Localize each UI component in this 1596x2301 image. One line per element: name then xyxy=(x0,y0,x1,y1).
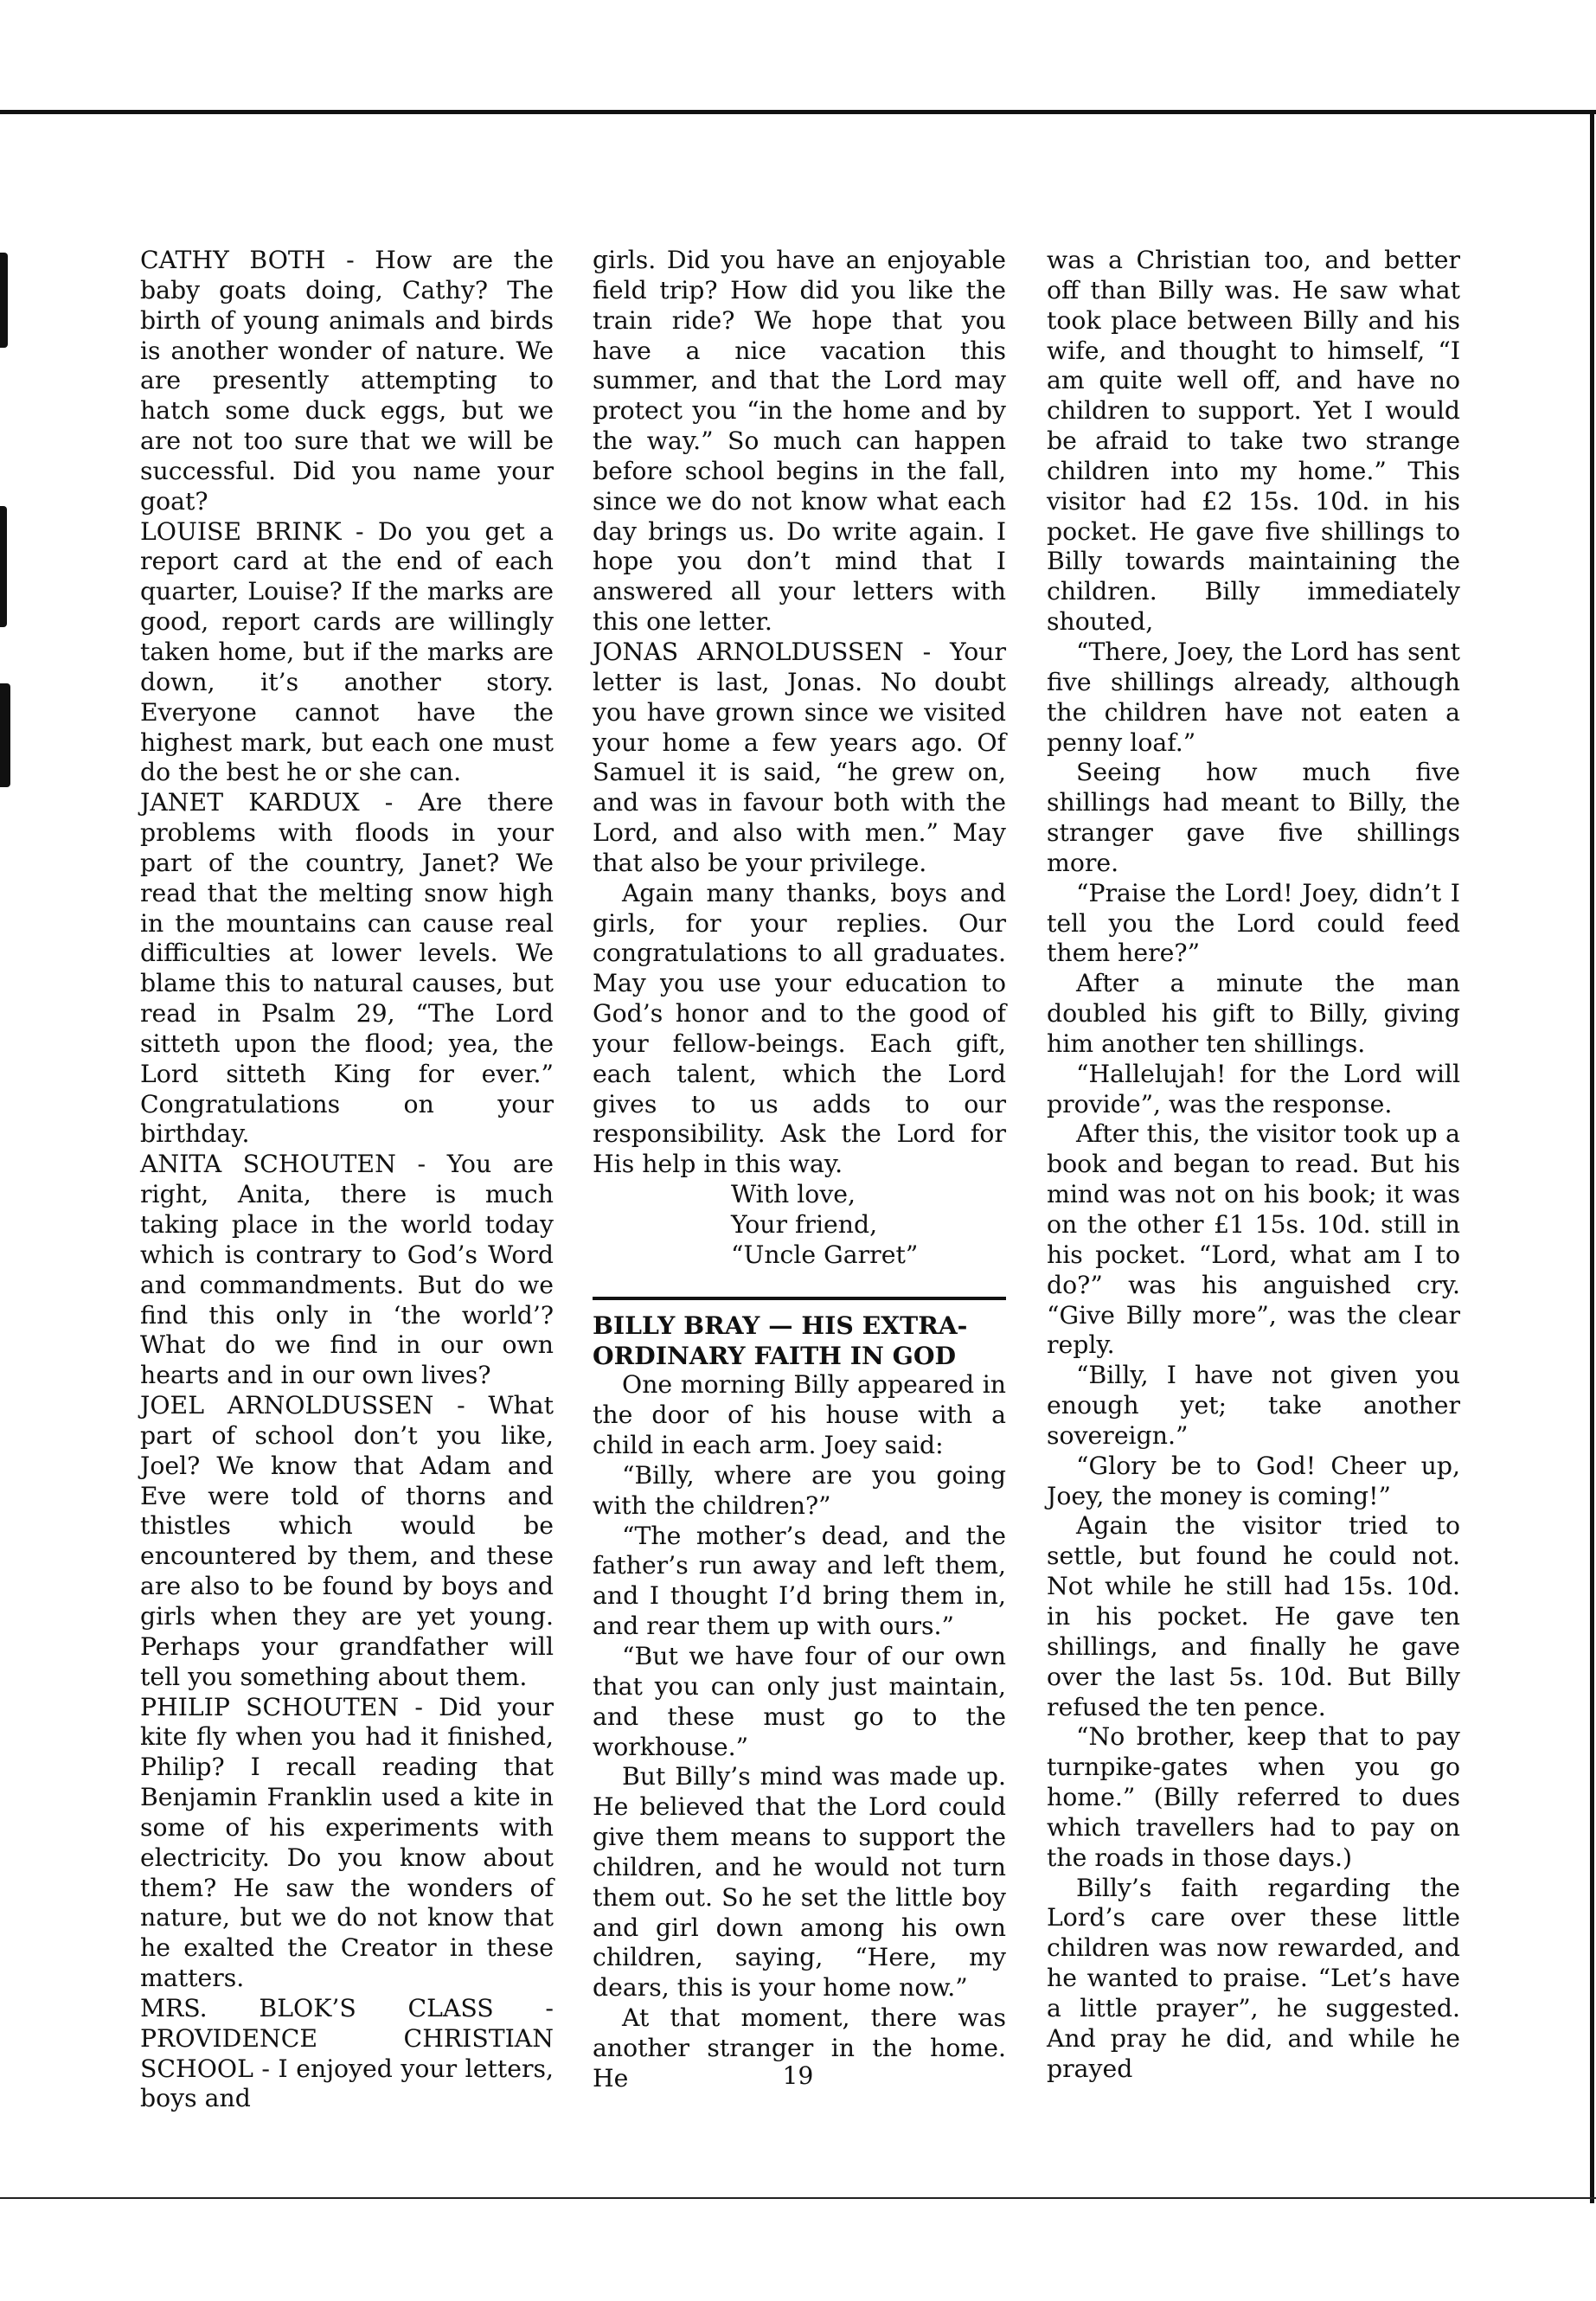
scan-edge-mark xyxy=(0,683,10,787)
letter-reply-cathy-both: CATHY BOTH - How are the baby goats doing, Cathy? The birth of young animals and birds is another wonder of nature. We are presently attempting to hatch some duck eggs, but we are not too sure that we will be successful. Did you name your goat? xyxy=(140,246,554,516)
article-paragraph: At that moment, there was another stranger in the home. He xyxy=(593,2003,1006,2093)
section-divider xyxy=(593,1297,1006,1300)
page-number: 19 xyxy=(782,2061,814,2090)
letter-reply-anita-schouten: ANITA SCHOUTEN - You are right, Anita, there is much taking place in the world today which is contrary to God’s Word and commandments. But do we find this only in ‘the world’? What do we find in our own hearts and in our own lives? xyxy=(140,1150,554,1390)
article-paragraph: After this, the visitor took up a book and began to read. But his mind was not on his book; it was on the other £1 15s. 10d. still in his pocket. “Lord, what am I to do?” was his anguished cry. “Give Billy more”, was the clear reply. xyxy=(1047,1119,1460,1360)
signature-line: With love, xyxy=(731,1180,856,1209)
letter-reply-philip-schouten: PHILIP SCHOUTEN - Did your kite fly when you had it finished, Philip? I recall reading that Benjamin Franklin used a kite in some of his experiments with electricity. Do you know about them? He saw the wonders of nature, but we do not know that he exalted the Creator in these matters. xyxy=(140,1692,554,1993)
column-3 xyxy=(1047,246,1460,2084)
article-paragraph: After a minute the man doubled his gift to Billy, giving him another ten shillings. xyxy=(1047,969,1460,1058)
scan-edge-mark xyxy=(0,506,7,627)
article-paragraph: But Billy’s mind was made up. He believed that the Lord could give them means to support the children, and he would not turn them out. So he set the little boy and girl down among his own children, saying, “Here, my dears, this is your home now.” xyxy=(593,1762,1006,2003)
column-2 xyxy=(593,246,1006,2094)
article-paragraph: “Billy, I have not given you enough yet; take another sovereign.” xyxy=(1047,1361,1460,1450)
article-paragraph: One morning Billy appeared in the door of his house with a child in each arm. Joey said: xyxy=(593,1370,1006,1460)
article-paragraph: “Billy, where are you going with the children?” xyxy=(593,1460,1006,1520)
letter-reply-jonas-arnoldussen: JONAS ARNOLDUSSEN - Your letter is last, Jonas. No doubt you have grown since we visited your home a few years ago. Of Samuel it is said, “he grew on, and was in favour both with the Lord, and also with men.” May that also be your privilege. xyxy=(593,637,1006,877)
signature-line: “Uncle Garret” xyxy=(731,1240,919,1269)
top-border-rule xyxy=(0,110,1596,114)
scan-edge-mark xyxy=(0,253,8,348)
article-paragraph: “No brother, keep that to pay turnpike-gates when you go home.” (Billy referred to dues which travellers had to pay on the roads in those days.) xyxy=(1047,1722,1460,1872)
letter-reply-joel-arnoldussen: JOEL ARNOLDUSSEN - What part of school don’t you like, Joel? We know that Adam and Eve were told of thorns and thistles which would be encountered by them, and these are also to be found by boys and girls when they are yet young. Perhaps your grandfather will tell you something about them. xyxy=(140,1391,554,1691)
article-paragraph: Seeing how much five shillings had meant to Billy, the stranger gave five shillings more. xyxy=(1047,758,1460,877)
article-paragraph: Billy’s faith regarding the Lord’s care over these little children was now rewarded, and he wanted to praise. “Let’s have a little prayer”, he suggested. And pray he did, and while he prayed xyxy=(1047,1873,1460,2083)
article-paragraph: “The mother’s dead, and the father’s run away and left them, and I thought I’d bring them in, and rear them up with ours.” xyxy=(593,1521,1006,1641)
column-1 xyxy=(140,246,554,2114)
article-paragraph: was a Christian too, and better off than Billy was. He saw what took place between Billy and his wife, and thought to himself, “I am quite well off, and have no children to support. Yet I would be afraid to take two strange children into my home.” This visitor had £2 15s. 10d. in his pocket. He gave five shillings to Billy towards maintaining the children. Billy immediately shouted, xyxy=(1047,246,1460,637)
article-paragraph: “Hallelujah! for the Lord will provide”, was the response. xyxy=(1047,1059,1460,1118)
letter-reply-mrs-blok-class: MRS. BLOK’S CLASS - PROVIDENCE CHRISTIAN SCHOOL - I enjoyed your letters, boys and xyxy=(140,1993,554,2113)
article-title: BILLY BRAY — HIS EXTRA- xyxy=(593,1310,968,1340)
letter-reply-louise-brink: LOUISE BRINK - Do you get a report card at the end of each quarter, Louise? If the marks are good, report cards are willingly taken home, but if the marks are down, it’s another story. Everyone cannot have the highest mark, but each one must do the best he or she can. xyxy=(140,516,554,787)
right-border-rule xyxy=(1590,110,1594,2203)
signature xyxy=(593,1180,1006,1271)
article-paragraph: “Glory be to God! Cheer up, Joey, the money is coming!” xyxy=(1047,1451,1460,1510)
letter-reply-janet-kardux: JANET KARDUX - Are there problems with floods in your part of the country, Janet? We read that the melting snow high in the mountains can cause real difficulties at lower levels. We blame this to natural causes, but read in Psalm 29, “The Lord sitteth upon the flood; yea, the Lord sitteth King for ever.” Congratulations on your birthday. xyxy=(140,788,554,1149)
closing-paragraph: Again many thanks, boys and girls, for your replies. Our congratulations to all graduates. May you use your education to God’s honor and to the good of your fellow-beings. Each gift, each talent, which the Lord gives to us adds to our responsibility. Ask the Lord for His help in this way. xyxy=(593,878,1006,1179)
article-title: ORDINARY FAITH IN GOD xyxy=(593,1340,957,1370)
article-paragraph: Again the visitor tried to settle, but found he could not. Not while he still had 15s. 10d. in his pocket. He gave ten shillings, and finally he gave over the last 5s. 10d. But Billy refused the ten pence. xyxy=(1047,1511,1460,1721)
letter-reply-continued: girls. Did you have an enjoyable field trip? How did you like the train ride? We hope that you have a nice vacation this summer, and that the Lord may protect you “in the home and by the way.” So much can happen before school begins in the fall, since we do not know what each day brings us. Do write again. I hope you don’t mind that I answered all your letters with this one letter. xyxy=(593,246,1006,637)
bottom-border-rule xyxy=(0,2197,1596,2199)
article-paragraph: “There, Joey, the Lord has sent five shillings already, although the children have not eaten a penny loaf.” xyxy=(1047,637,1460,757)
signature-line: Your friend, xyxy=(731,1210,878,1239)
article-paragraph: “But we have four of our own that you can only just maintain, and these must go to the workhouse.” xyxy=(593,1641,1006,1761)
article-paragraph: “Praise the Lord! Joey, didn’t I tell you the Lord could feed them here?” xyxy=(1047,878,1460,968)
